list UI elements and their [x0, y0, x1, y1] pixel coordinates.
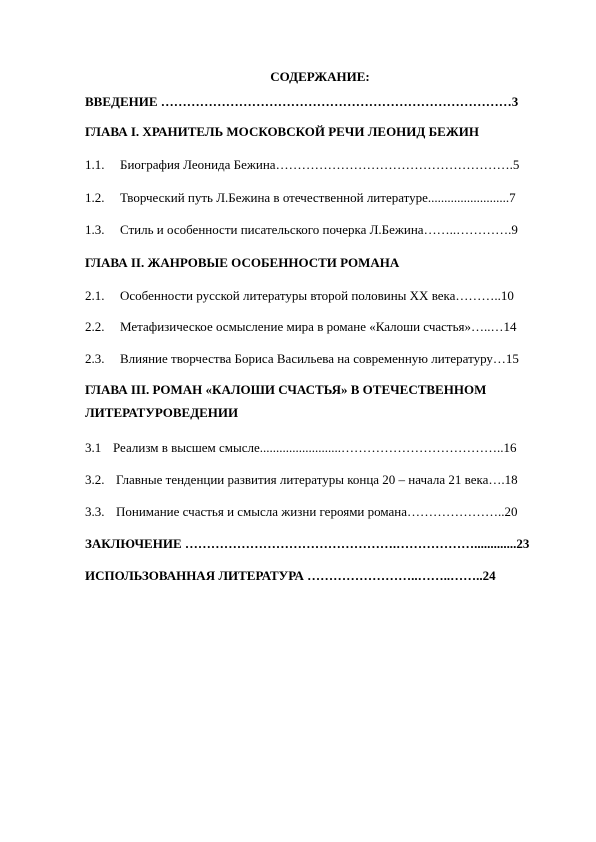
toc-entry-2-2	[85, 319, 517, 335]
toc-entry-1-3	[85, 222, 518, 238]
toc-entry-number: 1.1.	[85, 157, 105, 172]
toc-entry-text: ИСПОЛЬЗОВАННАЯ ЛИТЕРАТУРА ……………………..……..……..24	[85, 568, 496, 583]
toc-entry-text: Особенности русской литературы второй половины XX века………..10	[120, 288, 514, 303]
toc-entry-conclusion	[85, 536, 529, 552]
toc-entry-number: 2.2.	[85, 319, 105, 334]
toc-entry-2-3	[85, 351, 519, 367]
toc-title: СОДЕРЖАНИЕ:	[270, 69, 370, 84]
toc-entry-number: 1.2.	[85, 190, 105, 205]
toc-entry-1-1	[85, 157, 519, 173]
toc-entry-text: Метафизическое осмысление мира в романе «Калоши счастья»…..…14	[120, 319, 517, 334]
toc-entry-introduction	[85, 94, 518, 110]
toc-entry-3-3	[85, 504, 518, 520]
toc-entry-3-2	[85, 472, 518, 488]
toc-entry-chapter-2	[85, 255, 399, 271]
toc-entry-text: ГЛАВА III. РОМАН «КАЛОШИ СЧАСТЬЯ» В ОТЕЧЕСТВЕННОМ	[85, 382, 487, 397]
toc-entry-text: Стиль и особенности писательского почерка Л.Бежина……..………….9	[120, 222, 518, 237]
toc-entry-1-2	[85, 190, 516, 206]
toc-entry-chapter-3-cont	[85, 405, 238, 421]
toc-entry-text: Понимание счастья и смысла жизни героями романа…………………..20	[116, 504, 518, 519]
toc-entry-2-1	[85, 288, 514, 304]
toc-entry-text: ВВЕДЕНИЕ ………………………………………………………………………3	[85, 94, 519, 109]
toc-entry-chapter-1	[85, 124, 479, 140]
toc-entry-references	[85, 568, 496, 584]
toc-entry-number: 2.3.	[85, 351, 105, 366]
toc-entry-text: Биография Леонида Бежина……………………………………………….5	[120, 157, 520, 172]
toc-entry-number: 3.3.	[85, 504, 105, 519]
toc-entry-text: ЗАКЛЮЧЕНИЕ ………………………………………….……………….............23	[85, 536, 530, 551]
toc-entry-3-1	[85, 440, 517, 456]
toc-entry-text: ЛИТЕРАТУРОВЕДЕНИИ	[85, 405, 239, 420]
toc-entry-number: 1.3.	[85, 222, 105, 237]
toc-entry-text: Творческий путь Л.Бежина в отечественной литературе.........................7	[120, 190, 516, 205]
toc-entry-chapter-3	[85, 382, 486, 398]
toc-entry-number: 3.2.	[85, 472, 105, 487]
toc-entry-number: 3.1	[85, 440, 102, 455]
toc-entry-text: Влияние творчества Бориса Васильева на современную литературу…15	[120, 351, 519, 366]
toc-entry-text: ГЛАВА I. ХРАНИТЕЛЬ МОСКОВСКОЙ РЕЧИ ЛЕОНИД БЕЖИН	[85, 124, 479, 139]
toc-entry-text: ГЛАВА II. ЖАНРОВЫЕ ОСОБЕННОСТИ РОМАНА	[85, 255, 400, 270]
toc-entry-text: Реализм в высшем смысле.........................………………………………..16	[113, 440, 517, 455]
toc-entry-number: 2.1.	[85, 288, 105, 303]
toc-entry-text: Главные тенденции развития литературы конца 20 – начала 21 века….18	[116, 472, 518, 487]
